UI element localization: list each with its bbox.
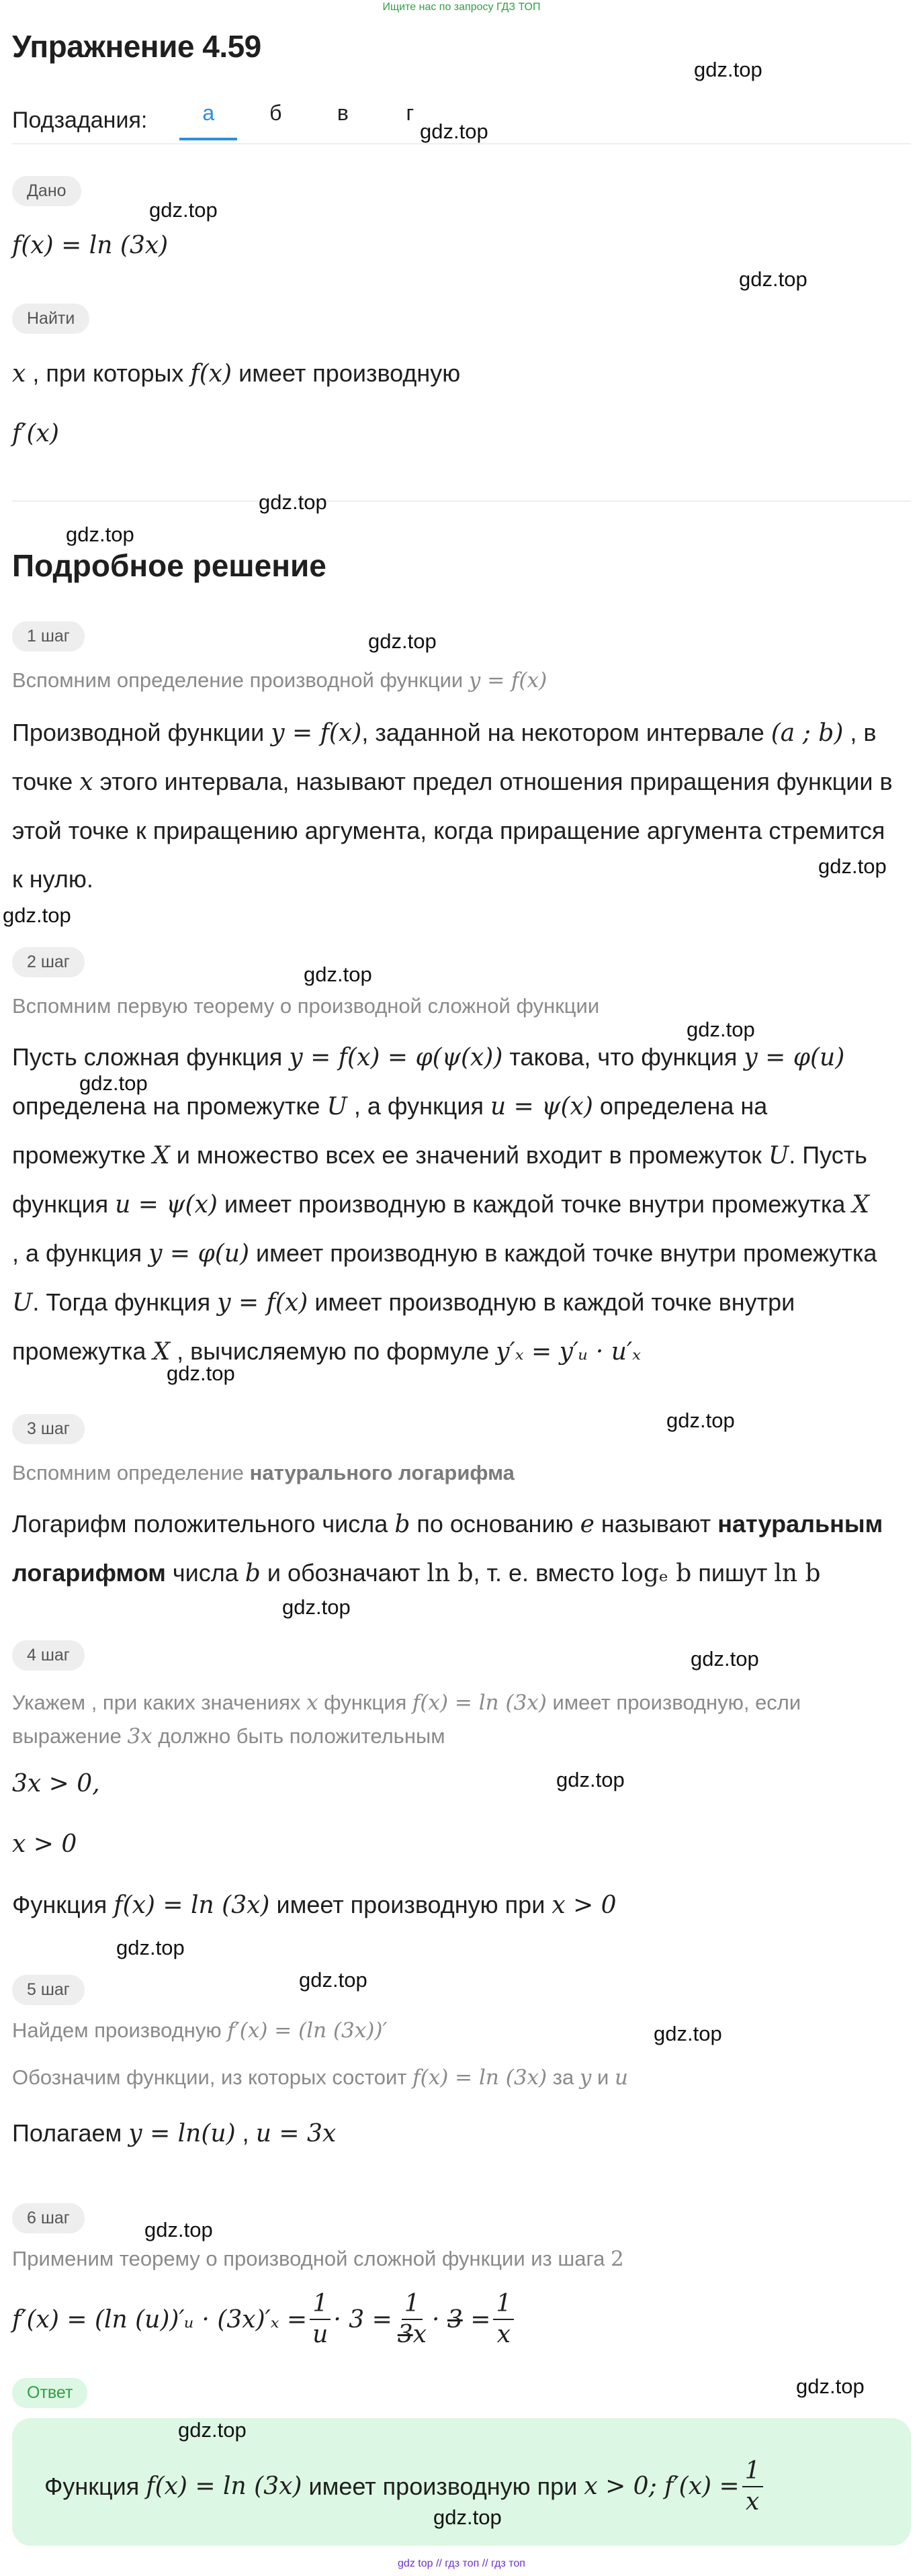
- watermark: gdz.top: [116, 1936, 185, 1959]
- tab-b[interactable]: б: [269, 101, 282, 125]
- step-chip: 3 шаг: [12, 1414, 85, 1444]
- watermark: gdz.top: [654, 2022, 722, 2045]
- tab-v[interactable]: в: [337, 101, 349, 125]
- watermark: gdz.top: [282, 1595, 351, 1619]
- answer-text: Функция f(x) = ln (3x) имеет производную при x > 0; f′(x) = $\frac{1}{x}$: [44, 2453, 766, 2520]
- final-formula: f′(x) = (ln (u))′ᵤ · (3x)′ₓ = $\frac{1}{u}$ · 3 = $\frac{1}{3x}$ · 3 = $\frac{1}{x}$: [12, 2282, 517, 2356]
- watermark: gdz.top: [687, 1018, 755, 1041]
- watermark: gdz.top: [149, 198, 218, 222]
- given-formula: f(x) = ln (3x): [12, 232, 169, 259]
- step-chip: 6 шаг: [12, 2203, 85, 2233]
- step-text: Полагаем y = ln(u) , u = 3x: [12, 2119, 337, 2147]
- watermark: gdz.top: [178, 2418, 247, 2442]
- watermark: gdz.top: [433, 2505, 502, 2529]
- tab-g[interactable]: г: [406, 101, 414, 125]
- solution-title: Подробное решение: [12, 548, 326, 583]
- step-text: Производной функции y = f(x), заданной на некотором интервале (a ; b) , в точке x этого интервала, называют предел отношения приращения функции в этой точке к приращению аргумента, когда приращение аргумента стремится к нулю.: [12, 719, 893, 893]
- watermark: gdz.top: [556, 1768, 625, 1791]
- find-chip: Найти: [12, 304, 89, 334]
- subtasks-nav: [12, 101, 448, 140]
- inequality: x > 0: [12, 1830, 77, 1858]
- watermark: gdz.top: [739, 267, 807, 291]
- watermark: gdz.top: [420, 120, 488, 143]
- step-text: Пусть сложная функция y = f(x) = φ(ψ(x)) такова, что функция y = φ(u) определена на промежутке U , а функция u = ψ(x) определена на промежутке X и множество всех ее значений входит в промежуток U. Пусть функция u = ψ(x) имеет производную в каждой точке внутри промежутка X , а функция y = φ(u) имеет производную в каждой точке внутри промежутка U. Тогда функция y = f(x) имеет производную в каждой точке внутри промежутка X , вычисляемую по формуле y′ₓ = y′ᵤ · u′ₓ: [12, 1043, 877, 1366]
- step-heading: Применим теорему о производной сложной функции из шага 2: [12, 2247, 624, 2271]
- step-text: Логарифм положительного числа b по основанию e называют натуральным логарифмом числа b и обозначают ln b, т. е. вместо logₑ b пишут ln b: [12, 1510, 883, 1587]
- watermark: gdz.top: [66, 523, 134, 546]
- step-heading: Вспомним первую теорему о производной сложной функции: [12, 994, 600, 1018]
- top-banner[interactable]: Ищите нас по запросу ГДЗ ТОП: [382, 1, 541, 13]
- inequality: 3x > 0,: [12, 1770, 100, 1797]
- watermark: gdz.top: [144, 2218, 213, 2241]
- step-heading: Найдем производную f′(x) = (ln (3x))′: [12, 2018, 388, 2043]
- watermark: gdz.top: [299, 1968, 367, 1992]
- step-chip: 1 шаг: [12, 621, 85, 652]
- watermark: gdz.top: [3, 903, 71, 927]
- subtasks-label: Подзадания:: [12, 107, 148, 133]
- watermark: gdz.top: [694, 58, 762, 81]
- divider: [12, 500, 911, 502]
- step-chip: 5 шаг: [12, 1975, 85, 2005]
- answer-chip: Ответ: [12, 2378, 87, 2408]
- tab-a[interactable]: а: [179, 101, 237, 140]
- watermark: gdz.top: [691, 1647, 759, 1671]
- find-text: x , при которых f(x) имеет производную: [12, 359, 461, 388]
- step-chip: 2 шаг: [12, 947, 85, 977]
- step-heading: Вспомним определение натурального логарифма: [12, 1461, 515, 1484]
- page-title: Упражнение 4.59: [12, 29, 261, 64]
- footer-links[interactable]: gdz top // гдз топ // гдз топ: [398, 2558, 525, 2569]
- find-formula: f′(x): [12, 420, 59, 447]
- given-chip: Дано: [12, 176, 81, 206]
- watermark: gdz.top: [79, 1071, 148, 1095]
- watermark: gdz.top: [368, 629, 437, 653]
- watermark: gdz.top: [796, 2374, 865, 2398]
- watermark: gdz.top: [259, 490, 327, 514]
- step-heading: Вспомним определение производной функции y = f(x): [12, 668, 547, 693]
- watermark: gdz.top: [167, 1362, 235, 1385]
- step-text: Функция f(x) = ln (3x) имеет производную при x > 0: [12, 1891, 617, 1919]
- step-heading: Обозначим функции, из которых состоит f(x) = ln (3x) за y и u: [12, 2066, 628, 2090]
- step-chip: 4 шаг: [12, 1640, 85, 1671]
- watermark: gdz.top: [666, 1409, 735, 1432]
- step-heading: Укажем , при каких значениях x функция f(x) = ln (3x) имеет производную, если выражение 3x должно быть положительным: [12, 1691, 801, 1748]
- watermark: gdz.top: [304, 963, 372, 986]
- watermark: gdz.top: [818, 854, 887, 878]
